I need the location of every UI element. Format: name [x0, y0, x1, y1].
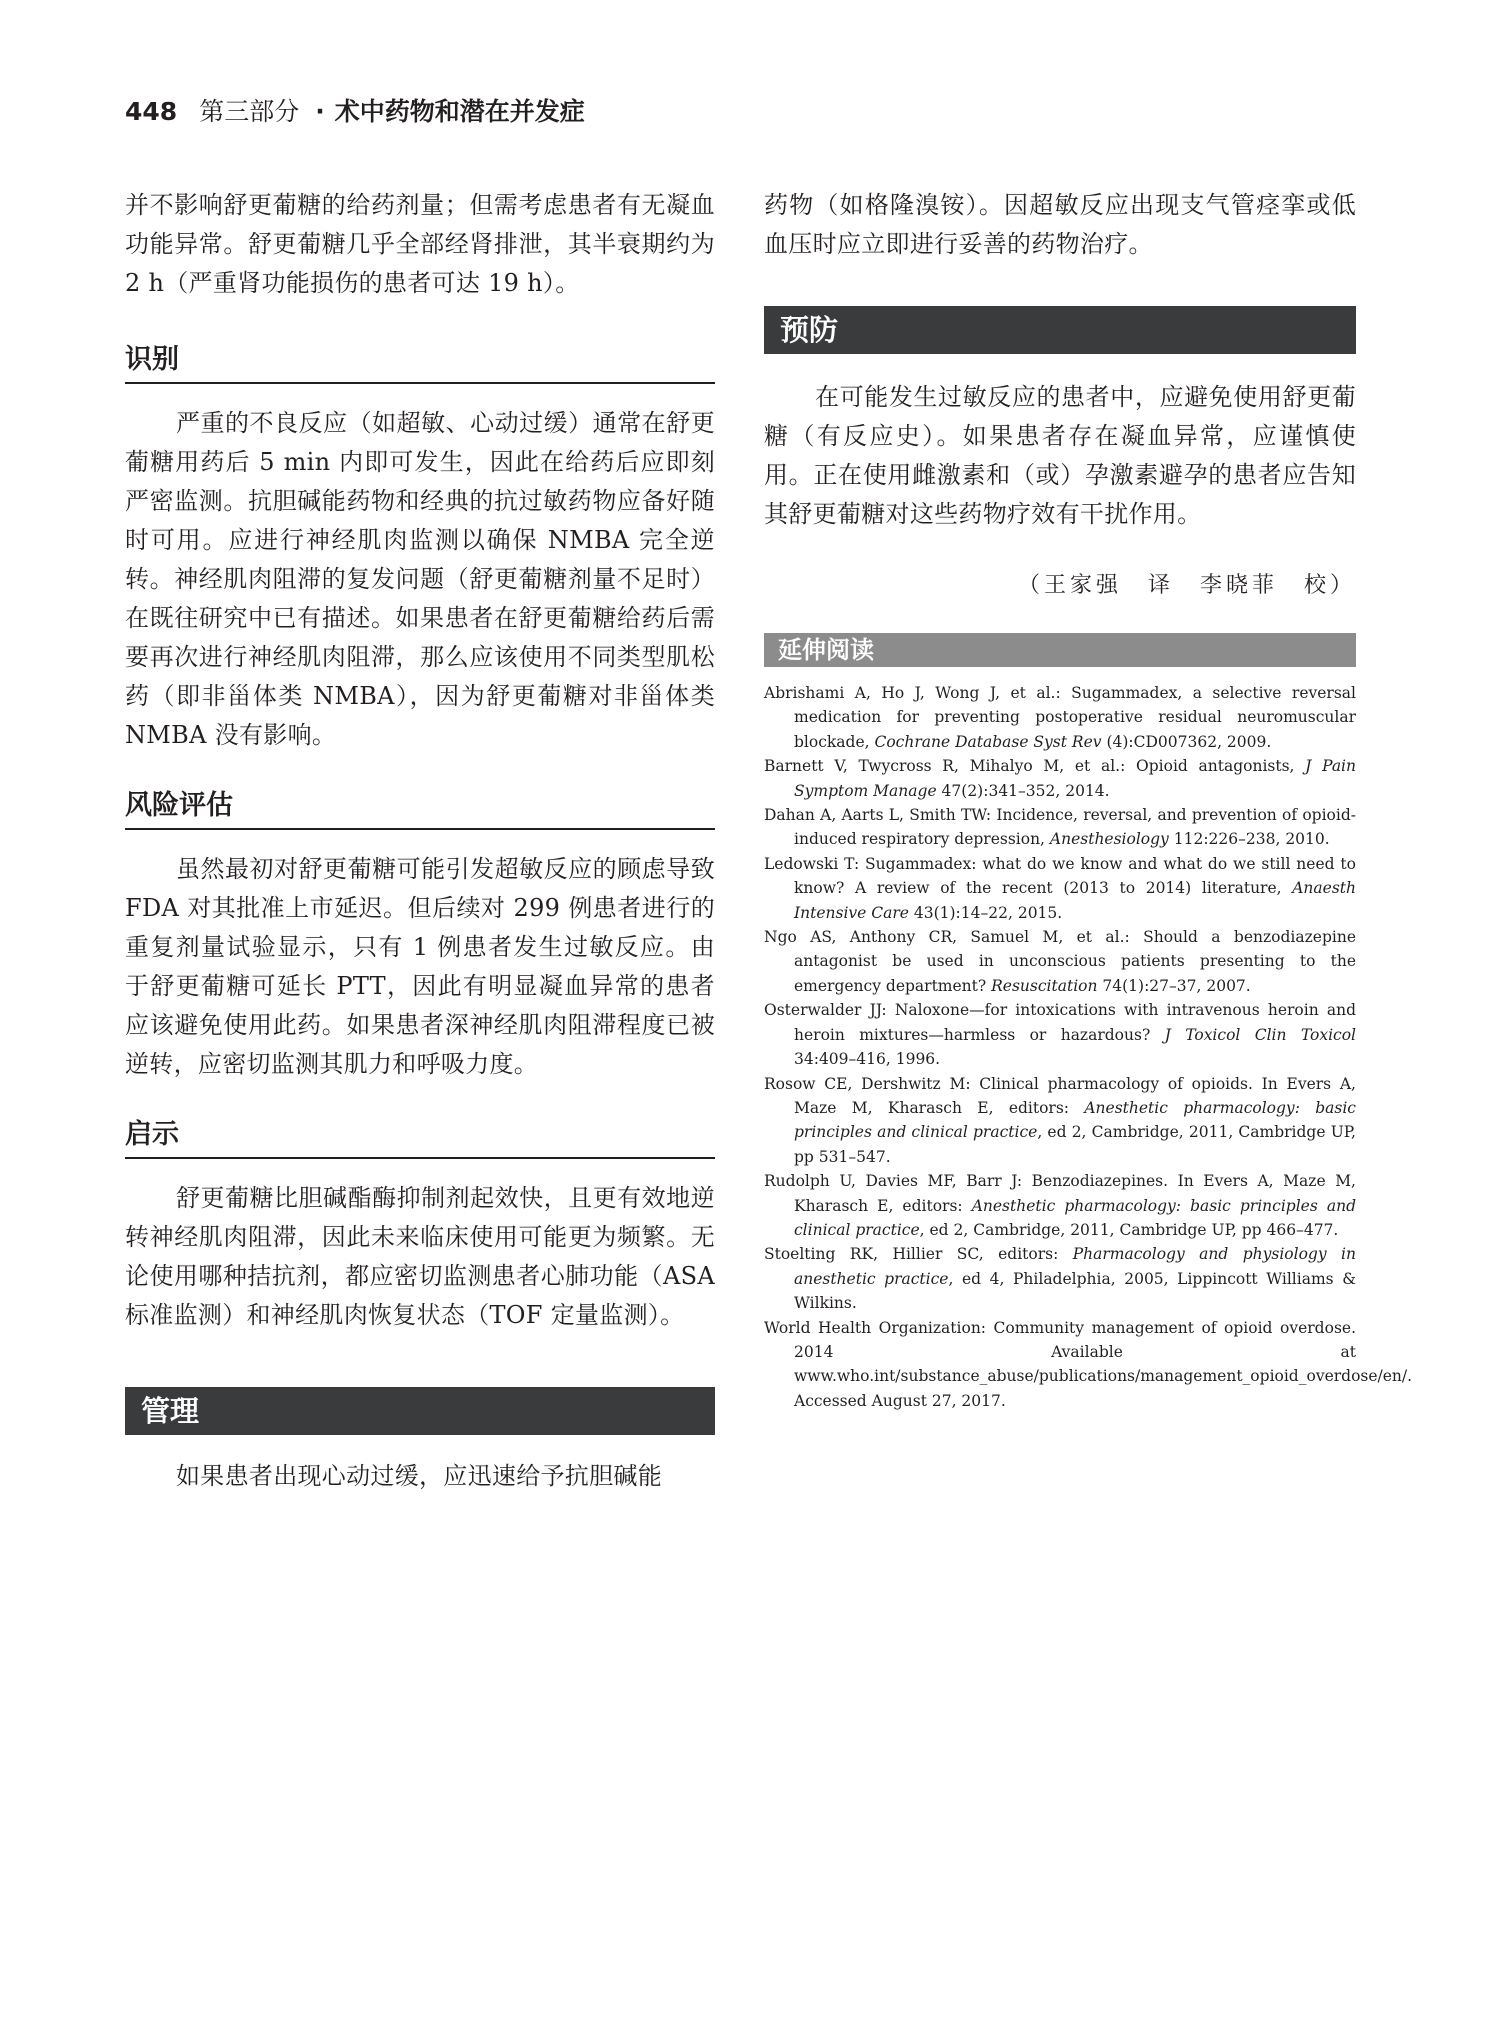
separator-dot: · — [315, 97, 325, 126]
right-column — [764, 186, 1413, 1413]
reference-item: Ledowski T: Sugammadex: what do we know and what do we still need to know? A review of the recent (2013 to 2014) literature, Anaesth Intensive Care 43(1):14–22, 2015. — [764, 854, 1356, 922]
intro-paragraph: 并不影响舒更葡糖的给药剂量；但需考虑患者有无凝血功能异常。舒更葡糖几乎全部经肾排泄，其半衰期约为 2 h（严重肾功能损伤的患者可达 19 h）。 — [125, 191, 715, 297]
reference-item: Dahan A, Aarts L, Smith TW: Incidence, reversal, and prevention of opioid-induced respiratory depression, Anesthesiology 112:226–238, 2010. — [764, 806, 1356, 849]
reference-item: Rosow CE, Dershwitz M: Clinical pharmacology of opioids. In Evers A, Maze M, Kharasch E, editors: Anesthetic pharmacology: basic principles and clinical practice, ed 2, Cambridge, 2011, Cambridge UP, pp 531–547. — [764, 1074, 1356, 1166]
further-reading-heading: 延伸阅读 — [764, 633, 1356, 667]
reference-list — [764, 681, 1413, 1413]
reference-item: Abrishami A, Ho J, Wong J, et al.: Sugammadex, a selective reversal medication for preventing postoperative residual neuromuscular blockade, Cochrane Database Syst Rev (4):CD007362, 2009. — [764, 684, 1356, 751]
page-number: 448 — [125, 97, 178, 126]
translator-credit: （王家强 译 李晓菲 校） — [1017, 573, 1356, 598]
reference-item: World Health Organization: Community management of opioid overdose. 2014 Available at www.who.int/substance_abuse/publications/management_opioid_overdose/en/. Accessed August 27, 2017. — [764, 1318, 1413, 1410]
recognition-paragraph: 严重的不良反应（如超敏、心动过缓）通常在舒更葡糖用药后 5 min 内即可发生，因此在给药后应即刻严密监测。抗胆碱能药物和经典的抗过敏药物应备好随时可用。应进行神经肌肉监测以确保 NMBA 完全逆转。神经肌肉阻滞的复发问题（舒更葡糖剂量不足时）在既往研究中已有描述。如果患者在舒更葡糖给药后需要再次进行神经肌肉阻滞，那么应该使用不同类型肌松药（即非甾体类 NMBA），因为舒更葡糖对非甾体类 NMBA 没有影响。 — [125, 409, 715, 749]
insight-heading: 启示 — [125, 1112, 715, 1159]
left-column — [125, 186, 715, 1496]
reference-item: Rudolph U, Davies MF, Barr J: Benzodiazepines. In Evers A, Maze M, Kharasch E, editors: Anesthetic pharmacology: basic principles and clinical practice, ed 2, Cambridge, 2011, Cambridge UP, pp 466–477. — [764, 1172, 1357, 1239]
management-paragraph: 如果患者出现心动过缓，应迅速给予抗胆碱能 — [176, 1462, 662, 1490]
continuation-paragraph: 药物（如格隆溴铵）。因超敏反应出现支气管痉挛或低血压时应立即进行妥善的药物治疗。 — [764, 191, 1356, 258]
part-label: 第三部分 — [199, 97, 300, 126]
recognition-heading: 识别 — [125, 337, 715, 384]
risk-heading: 风险评估 — [125, 783, 715, 830]
reference-item: Barnett V, Twycross R, Mihalyo M, et al.: Opioid antagonists, J Pain Symptom Manage 47(2):341–352, 2014. — [764, 757, 1356, 800]
reference-item: Ngo AS, Anthony CR, Samuel M, et al.: Should a benzodiazepine antagonist be used in unconscious patients presenting to the emergency department? Resuscitation 74(1):27–37, 2007. — [764, 928, 1356, 995]
reference-item: Stoelting RK, Hillier SC, editors: Pharmacology and physiology in anesthetic practice, ed 4, Philadelphia, 2005, Lippincott Williams & Wilkins. — [764, 1245, 1356, 1313]
chapter-title: 术中药物和潜在并发症 — [334, 97, 585, 126]
prevention-paragraph: 在可能发生过敏反应的患者中，应避免使用舒更葡糖（有反应史）。如果患者存在凝血异常，应谨慎使用。正在使用雌激素和（或）孕激素避孕的患者应告知其舒更葡糖对这些药物疗效有干扰作用。 — [764, 383, 1356, 528]
reference-item: Osterwalder JJ: Naloxone—for intoxications with intravenous heroin and heroin mixtures—harmless or hazardous? J Toxicol Clin Toxicol 34:409–416, 1996. — [764, 1001, 1357, 1069]
management-heading: 管理 — [125, 1387, 715, 1435]
running-head — [125, 92, 585, 128]
risk-paragraph: 虽然最初对舒更葡糖可能引发超敏反应的顾虑导致 FDA 对其批准上市延迟。但后续对 299 例患者进行的重复剂量试验显示，只有 1 例患者发生过敏反应。由于舒更葡糖可延长 PTT，因此有明显凝血异常的患者应该避免使用此药。如果患者深神经肌肉阻滞程度已被逆转，应密切监测其肌力和呼吸力度。 — [125, 855, 715, 1078]
prevention-heading: 预防 — [764, 306, 1356, 354]
insight-paragraph: 舒更葡糖比胆碱酯酶抑制剂起效快，且更有效地逆转神经肌肉阻滞，因此未来临床使用可能更为频繁。无论使用哪种拮抗剂，都应密切监测患者心肺功能（ASA 标准监测）和神经肌肉恢复状态（TOF 定量监测）。 — [125, 1184, 715, 1329]
